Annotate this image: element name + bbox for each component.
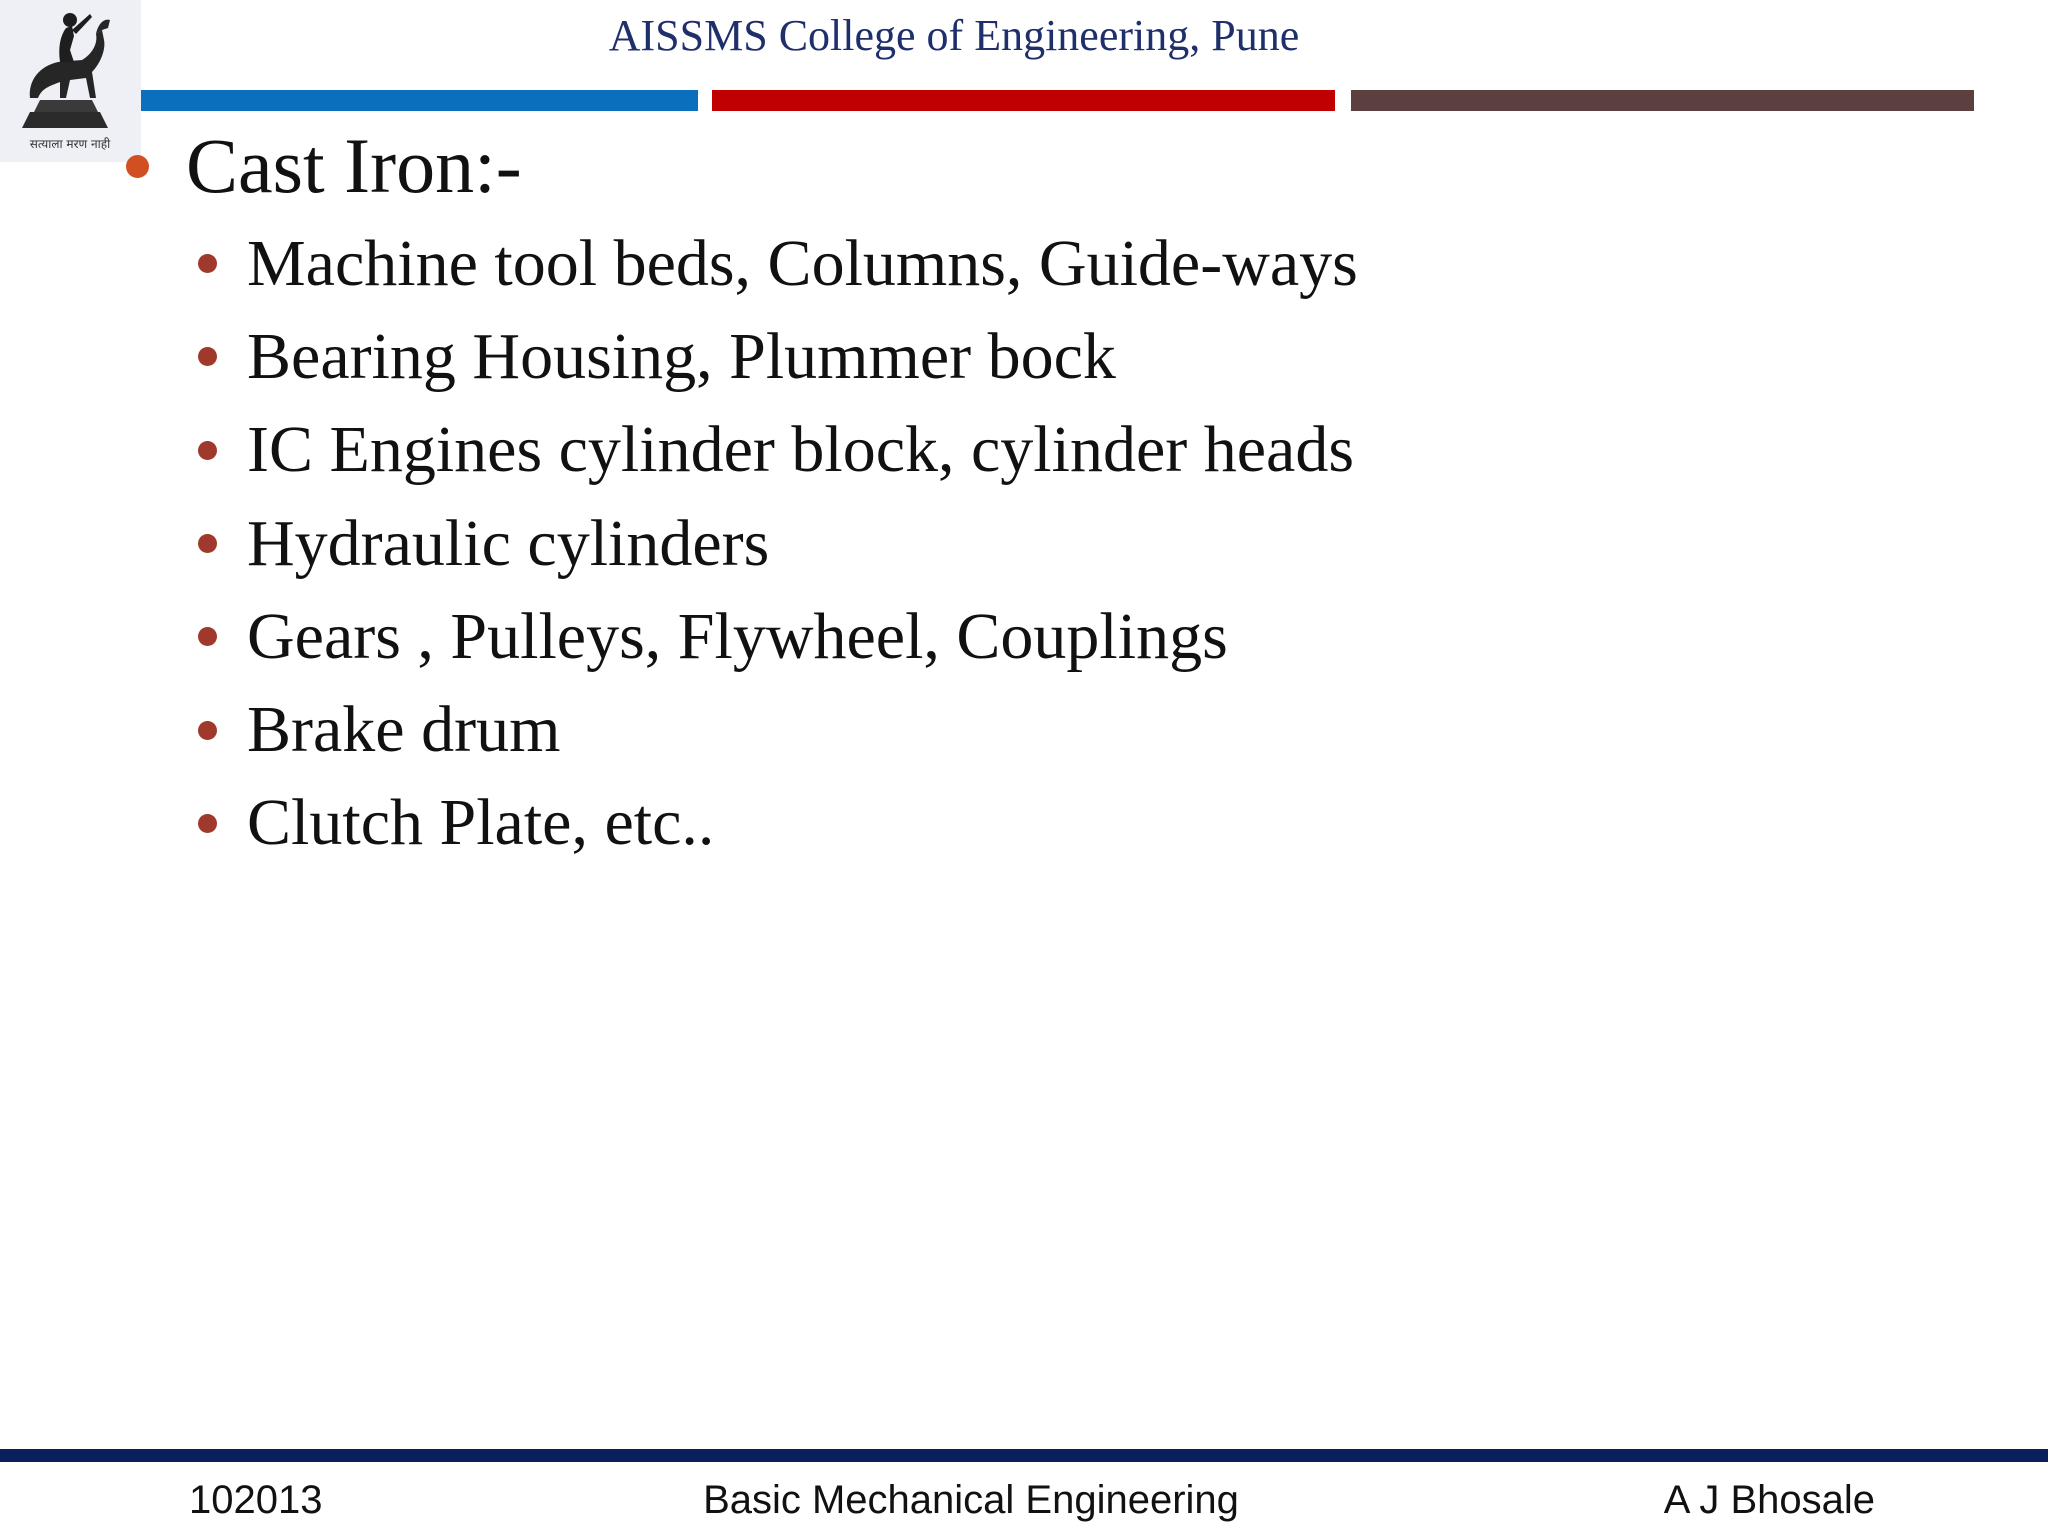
list-item [198,404,1358,497]
list-item [198,683,1358,776]
main-bullet [126,118,522,214]
header-bar-brown [1351,90,1974,111]
bullet-list [198,217,1358,870]
bullet-dot-icon [198,534,217,553]
logo-motto: सत्याला मरण नाही [29,137,111,151]
list-item [198,310,1358,403]
college-title: AISSMS College of Engineering, Pune [608,11,1300,60]
footer-subject: Basic Mechanical Engineering [703,1478,1239,1522]
list-item-text: Machine tool beds, Columns, Guide-ways [247,226,1358,300]
footer-divider [0,1449,2048,1462]
list-item-text: Clutch Plate, etc.. [247,786,715,860]
footer-author: A J Bhosale [1663,1478,1875,1522]
list-item-text: Bearing Housing, Plummer bock [247,319,1116,393]
bullet-dot-icon [198,254,217,273]
bullet-dot-icon [126,155,149,178]
bullet-dot-icon [198,627,217,646]
list-item [198,590,1358,683]
bullet-dot-icon [198,721,217,740]
list-item-text: Hydraulic cylinders [247,506,770,580]
bullet-dot-icon [198,814,217,833]
header-bar-blue [141,90,698,111]
list-item-text: Brake drum [247,693,561,767]
list-item [198,217,1358,310]
list-item [198,497,1358,590]
footer-course-code: 102013 [189,1478,323,1522]
header-bar-red [712,90,1335,111]
list-item [198,777,1358,870]
bullet-dot-icon [198,347,217,366]
list-item-text: IC Engines cylinder block, cylinder heads [247,413,1355,487]
bullet-dot-icon [198,441,217,460]
slide-heading: Cast Iron:- [186,122,522,209]
list-item-text: Gears , Pulleys, Flywheel, Couplings [247,599,1228,673]
